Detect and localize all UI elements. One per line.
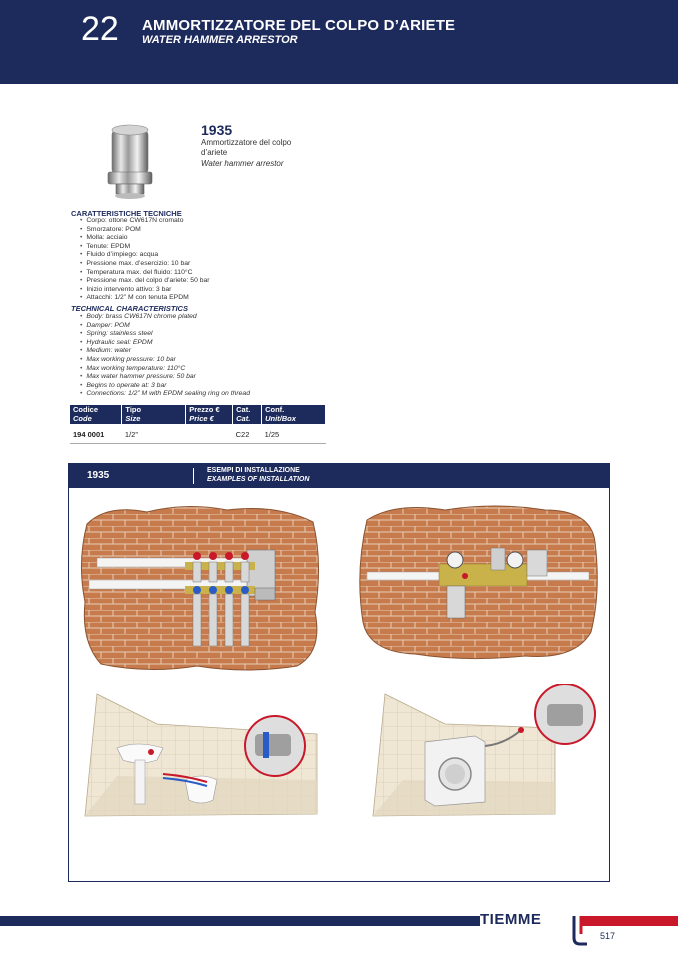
spec-item: • Inizio intervento attivo: 3 bar (80, 286, 210, 295)
spec-item: • Medium: water (80, 347, 250, 356)
cell-size: 1/2” (122, 424, 186, 444)
spec-item: • Attacchi: 1/2” M con tenuta EPDM (80, 294, 210, 303)
specs-heading-en: TECHNICAL CHARACTERISTICS (71, 304, 188, 313)
installation-title-en: EXAMPLES OF INSTALLATION (207, 476, 310, 483)
spec-item: • Max working pressure: 10 bar (80, 356, 250, 365)
page-number: 517 (600, 931, 616, 941)
manifold-illustration (77, 502, 323, 674)
spec-item: • Pressione max. d’esercizio: 10 bar (80, 260, 210, 269)
cell-cat: C22 (233, 424, 262, 444)
cell-conf: 1/25 (262, 424, 326, 444)
installation-examples (68, 463, 610, 882)
spec-item: • Pressione max. del colpo d’ariete: 50 bar (80, 277, 210, 286)
specs-list-en (80, 313, 250, 399)
spec-item: • Max water hammer pressure: 50 bar (80, 373, 250, 382)
chapter-number: 22 (81, 10, 119, 48)
installation-header (69, 464, 609, 488)
table-row (70, 424, 326, 444)
footer-band (0, 916, 480, 926)
spec-item: • Molla: acciaio (80, 234, 210, 243)
spec-item: • Smorzatore: POM (80, 226, 210, 235)
col-header-conf: Conf. Unit/Box (262, 405, 326, 424)
washing-machine-illustration (355, 684, 601, 820)
brand-logo: TIEMME (480, 911, 542, 928)
col-header-cat: Cat. Cat. (233, 405, 262, 424)
spec-item: • Corpo: ottone CW617N cromato (80, 217, 210, 226)
bathroom-illustration (77, 684, 323, 820)
installation-title-it: ESEMPI DI INSTALLAZIONE (207, 467, 300, 474)
cell-code: 194 0001 (70, 424, 122, 444)
product-name-en: Water hammer arrestor (201, 159, 284, 168)
cell-price (186, 424, 233, 444)
spec-item: • Begins to operate at: 3 bar (80, 382, 250, 391)
specs-list-it (80, 217, 210, 303)
spec-item: • Tenute: EPDM (80, 243, 210, 252)
table-header-row (70, 405, 326, 424)
installation-code: 1935 (87, 470, 110, 481)
col-header-price: Prezzo € Price € (186, 405, 233, 424)
page-title: AMMORTIZZATORE DEL COLPO D’ARIETE (142, 17, 456, 34)
page-subtitle: WATER HAMMER ARRESTOR (142, 34, 298, 46)
spec-item: • Connections: 1/2” M with EPDM sealing ring on thread (80, 390, 250, 399)
col-header-size: Tipo Size (122, 405, 186, 424)
specs-heading-it: CARATTERISTICHE TECNICHE (71, 209, 182, 218)
spec-item: • Temperatura max. del fluido: 110°C (80, 269, 210, 278)
product-image (102, 122, 158, 200)
spec-item: • Fluido d’impiego: acqua (80, 251, 210, 260)
filter-illustration (355, 502, 601, 662)
product-code: 1935 (201, 122, 233, 138)
logo-hook-icon (571, 916, 587, 946)
header-band (0, 0, 678, 84)
product-table (70, 405, 326, 444)
spec-item: • Spring: stainless steel (80, 330, 250, 339)
divider (193, 468, 194, 484)
spec-item: • Hydraulic seal: EPDM (80, 339, 250, 348)
spec-item: • Body: brass CW617N chrome plated (80, 313, 250, 322)
product-name-it: Ammortizzatore del colpo d’ariete (201, 138, 292, 157)
spec-item: • Max working temperature: 110°C (80, 365, 250, 374)
footer-accent (582, 916, 678, 926)
spec-item: • Damper: POM (80, 322, 250, 331)
col-header-code: Codice Code (70, 405, 122, 424)
